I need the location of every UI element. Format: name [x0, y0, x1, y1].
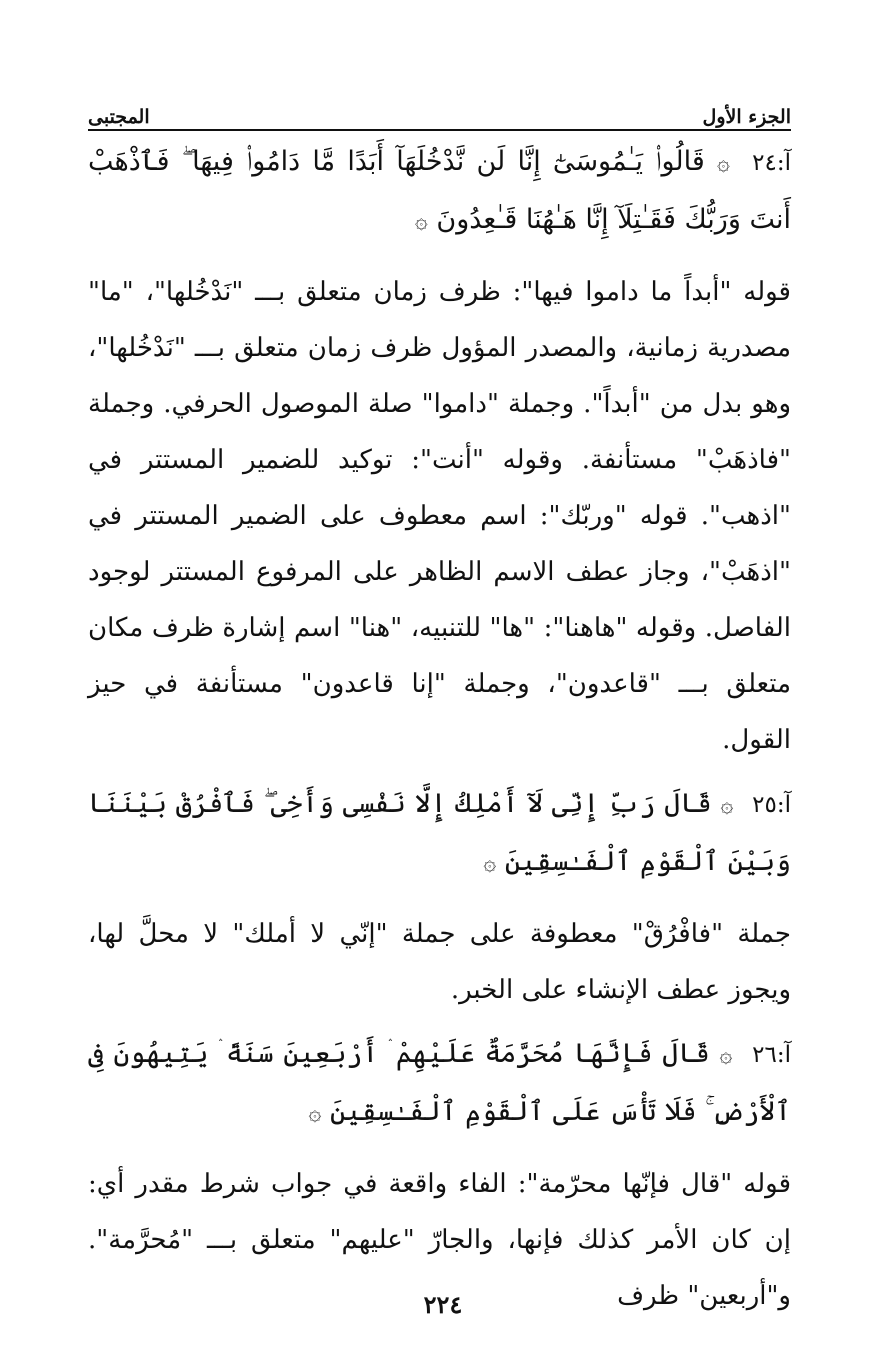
verse-close-ornament-icon: ۞ — [308, 1101, 322, 1126]
verse-close-ornament-icon: ۞ — [414, 209, 428, 234]
part-label: الجزء الأول — [702, 106, 791, 128]
page-body — [88, 134, 791, 1332]
commentary-paragraph: قوله "قال فإنّها محرّمة": الفاء واقعة في جواب شرط مقدر أي: إن كان الأمر كذلك فإنها، والجارّ "عليهم" متعلق بـــ "مُحرَّمة". و"أربعين" ظرف — [88, 1169, 791, 1311]
verse-text: قَالَ رَبِّ إِنِّى لَآ أَمْلِكُ إِلَّا نَفْسِى وَأَخِى ۖ فَٱفْرُقْ بَيْنَنَا وَبَيْنَ ٱلْقَوْمِ ٱلْفَـٰسِقِينَ — [88, 788, 791, 877]
commentary-paragraph: جملة "فافْرُقْ" معطوفة على جملة "إنّي لا أملك" لا محلَّ لها، ويجوز عطف الإنشاء على الخبر. — [88, 919, 791, 1005]
verse-open-ornament-icon: ۞ — [717, 151, 730, 176]
quran-verse-25 — [88, 776, 791, 892]
book-title: المجتبى — [88, 106, 150, 128]
verse-number: آ:٢٦ — [752, 1042, 791, 1068]
verse-open-ornament-icon: ۞ — [719, 1043, 733, 1068]
commentary-paragraph: قوله "أبداً ما داموا فيها": ظرف زمان متعلق بـــ "نَدْخُلها"، "ما" مصدرية زمانية، والمصدر المؤول ظرف زمان متعلق بـــ "نَدْخُلها"، وهو بدل من "أبداً". وجملة "داموا" صلة الموصول الحرفي. وجملة "فاذهَبْ" مستأنفة. وقوله "أنت": توكيد للضمير المستتر في "اذهب". قوله "وربّك": اسم معطوف على الضمير المستتر في "اذهَبْ"، وجاز عطف الاسم الظاهر على المرفوع المستتر لوجود الفاصل. وقوله "هاهنا": "ها" للتنبيه، "هنا" اسم إشارة ظرف مكان متعلق بـــ "قاعدون"، وجملة "إنا قاعدون" مستأنفة في حيز القول. — [88, 277, 791, 755]
verse-close-ornament-icon: ۞ — [483, 851, 497, 876]
header-divider — [88, 129, 791, 131]
verse-text: قَالَ فَإِنَّهَا مُحَرَّمَةٌ عَلَيْهِمْ ۛ أَرْبَعِينَ سَنَةً ۛ يَتِيهُونَ فِى ٱلْأَرْضِ ۚ فَلَا تَأْسَ عَلَى ٱلْقَوْمِ ٱلْفَـٰسِقِينَ — [88, 1038, 791, 1127]
verse-number: آ:٢٤ — [752, 150, 791, 176]
verse-number: آ:٢٥ — [752, 792, 791, 818]
verse-open-ornament-icon: ۞ — [720, 793, 734, 818]
running-header — [88, 92, 791, 128]
verse-text: قَالُوا۟ يَـٰمُوسَىٰٓ إِنَّا لَن نَّدْخُلَهَآ أَبَدًا مَّا دَامُوا۟ فِيهَا ۖ فَٱذْهَبْ أَنتَ وَرَبُّكَ فَقَـٰتِلَآ إِنَّا هَـٰهُنَا قَـٰعِدُونَ — [88, 146, 791, 235]
quran-verse-26 — [88, 1026, 791, 1142]
quran-verse-24 — [88, 134, 791, 250]
page-number: ٢٢٤ — [423, 1290, 463, 1319]
